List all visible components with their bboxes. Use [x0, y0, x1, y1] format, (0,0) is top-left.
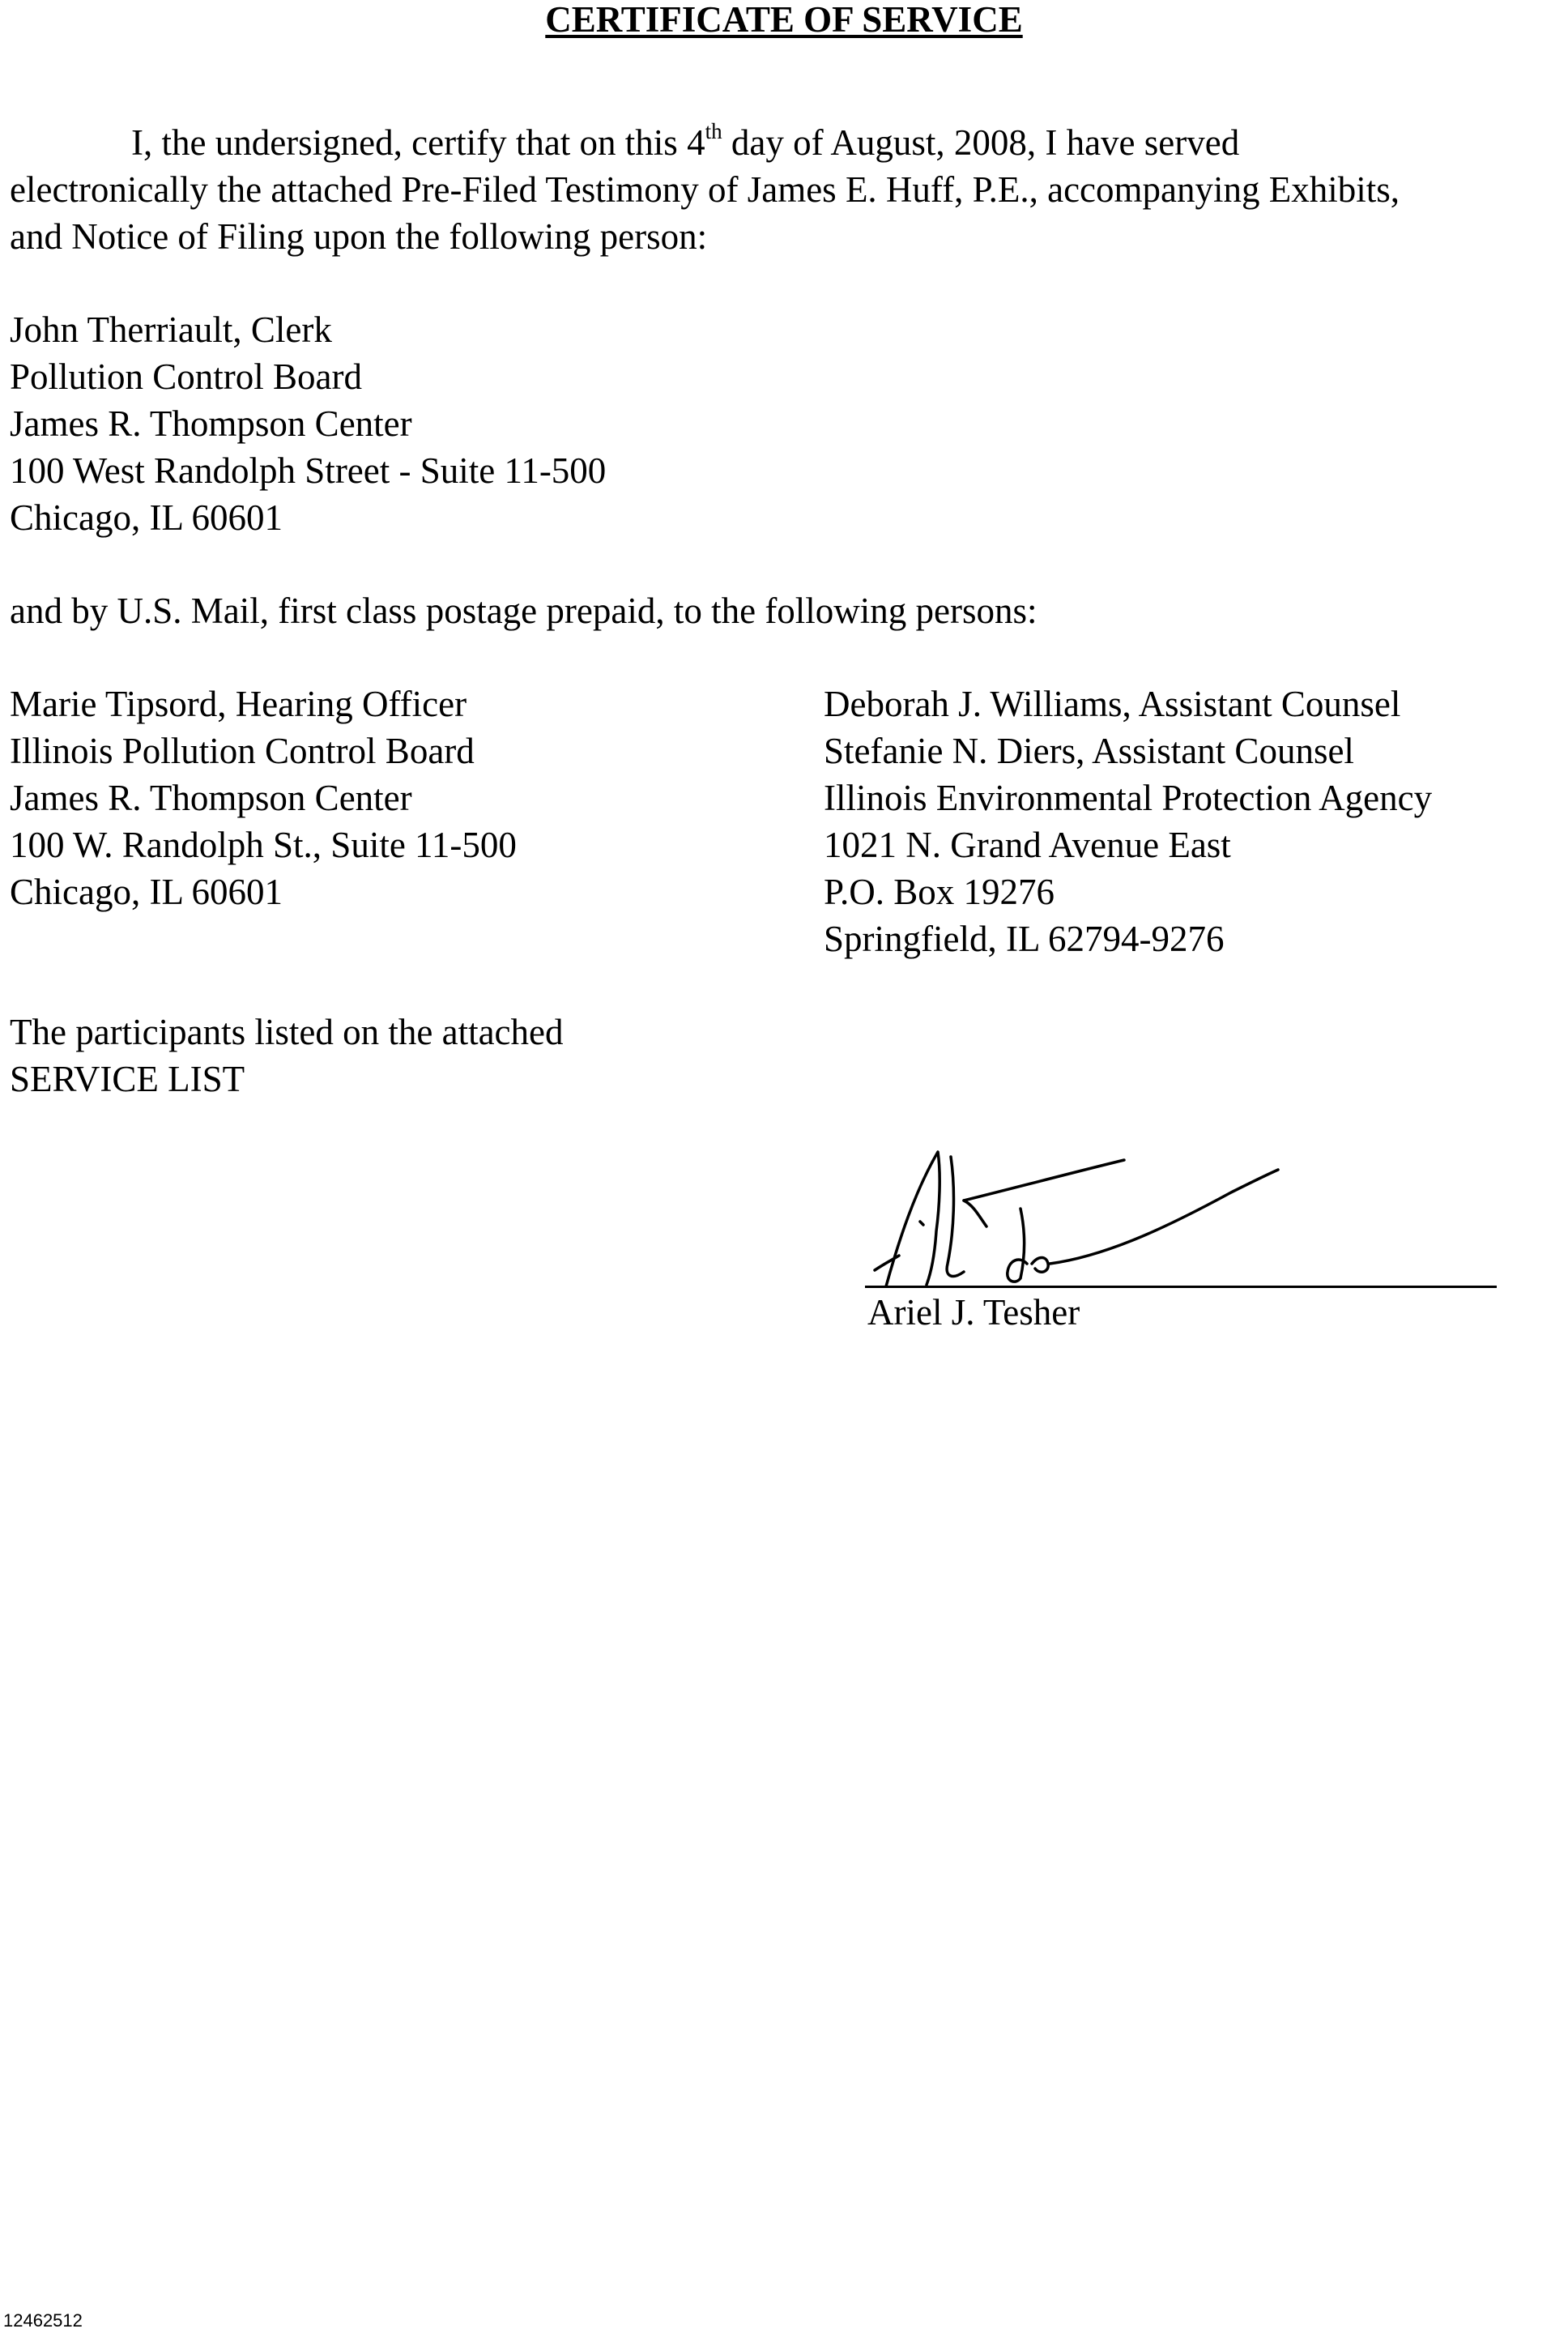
signature-line — [865, 1286, 1497, 1288]
address-line: Chicago, IL 60601 — [10, 872, 283, 912]
address-line: Pollution Control Board — [10, 356, 363, 397]
mail-recipient-left — [10, 680, 517, 915]
participants-note — [10, 1009, 564, 1103]
address-line: Chicago, IL 60601 — [10, 497, 283, 538]
cert-text-start: I, the undersigned, certify that on this 4 — [131, 122, 705, 163]
cert-text-line1-rest: day of August, 2008, I have served — [722, 122, 1240, 163]
address-line: Deborah J. Williams, Assistant Counsel — [824, 684, 1401, 724]
handwritten-signature — [867, 1142, 1320, 1296]
cert-text-line2: electronically the attached Pre-Filed Testimony of James E. Huff, P.E., accompanying Exhibits, — [10, 169, 1400, 210]
address-line: 100 W. Randolph St., Suite 11-500 — [10, 825, 517, 865]
mail-statement: and by U.S. Mail, first class postage prepaid, to the following persons: — [10, 591, 1038, 631]
cert-text-line3: and Notice of Filing upon the following person: — [10, 216, 708, 257]
address-line: John Therriault, Clerk — [10, 309, 332, 350]
electronic-recipient-address — [10, 306, 606, 541]
address-line: Illinois Environmental Protection Agency — [824, 778, 1433, 818]
participants-line: The participants listed on the attached — [10, 1012, 564, 1052]
document-title: CERTIFICATE OF SERVICE — [545, 0, 1023, 40]
address-line: Springfield, IL 62794-9276 — [824, 919, 1225, 959]
document-number: 12462512 — [3, 2310, 83, 2331]
address-line: James R. Thompson Center — [10, 778, 412, 818]
signer-name: Ariel J. Tesher — [867, 1292, 1080, 1333]
certification-paragraph — [10, 119, 1565, 260]
address-line: 1021 N. Grand Avenue East — [824, 825, 1231, 865]
mail-recipient-right — [824, 680, 1432, 962]
address-line: James R. Thompson Center — [10, 403, 412, 444]
day-suffix: th — [705, 119, 722, 143]
address-line: 100 West Randolph Street - Suite 11-500 — [10, 450, 607, 491]
address-line: Marie Tipsord, Hearing Officer — [10, 684, 467, 724]
address-line: Stefanie N. Diers, Assistant Counsel — [824, 731, 1354, 771]
address-line: Illinois Pollution Control Board — [10, 731, 475, 771]
participants-line: SERVICE LIST — [10, 1059, 245, 1099]
address-line: P.O. Box 19276 — [824, 872, 1055, 912]
